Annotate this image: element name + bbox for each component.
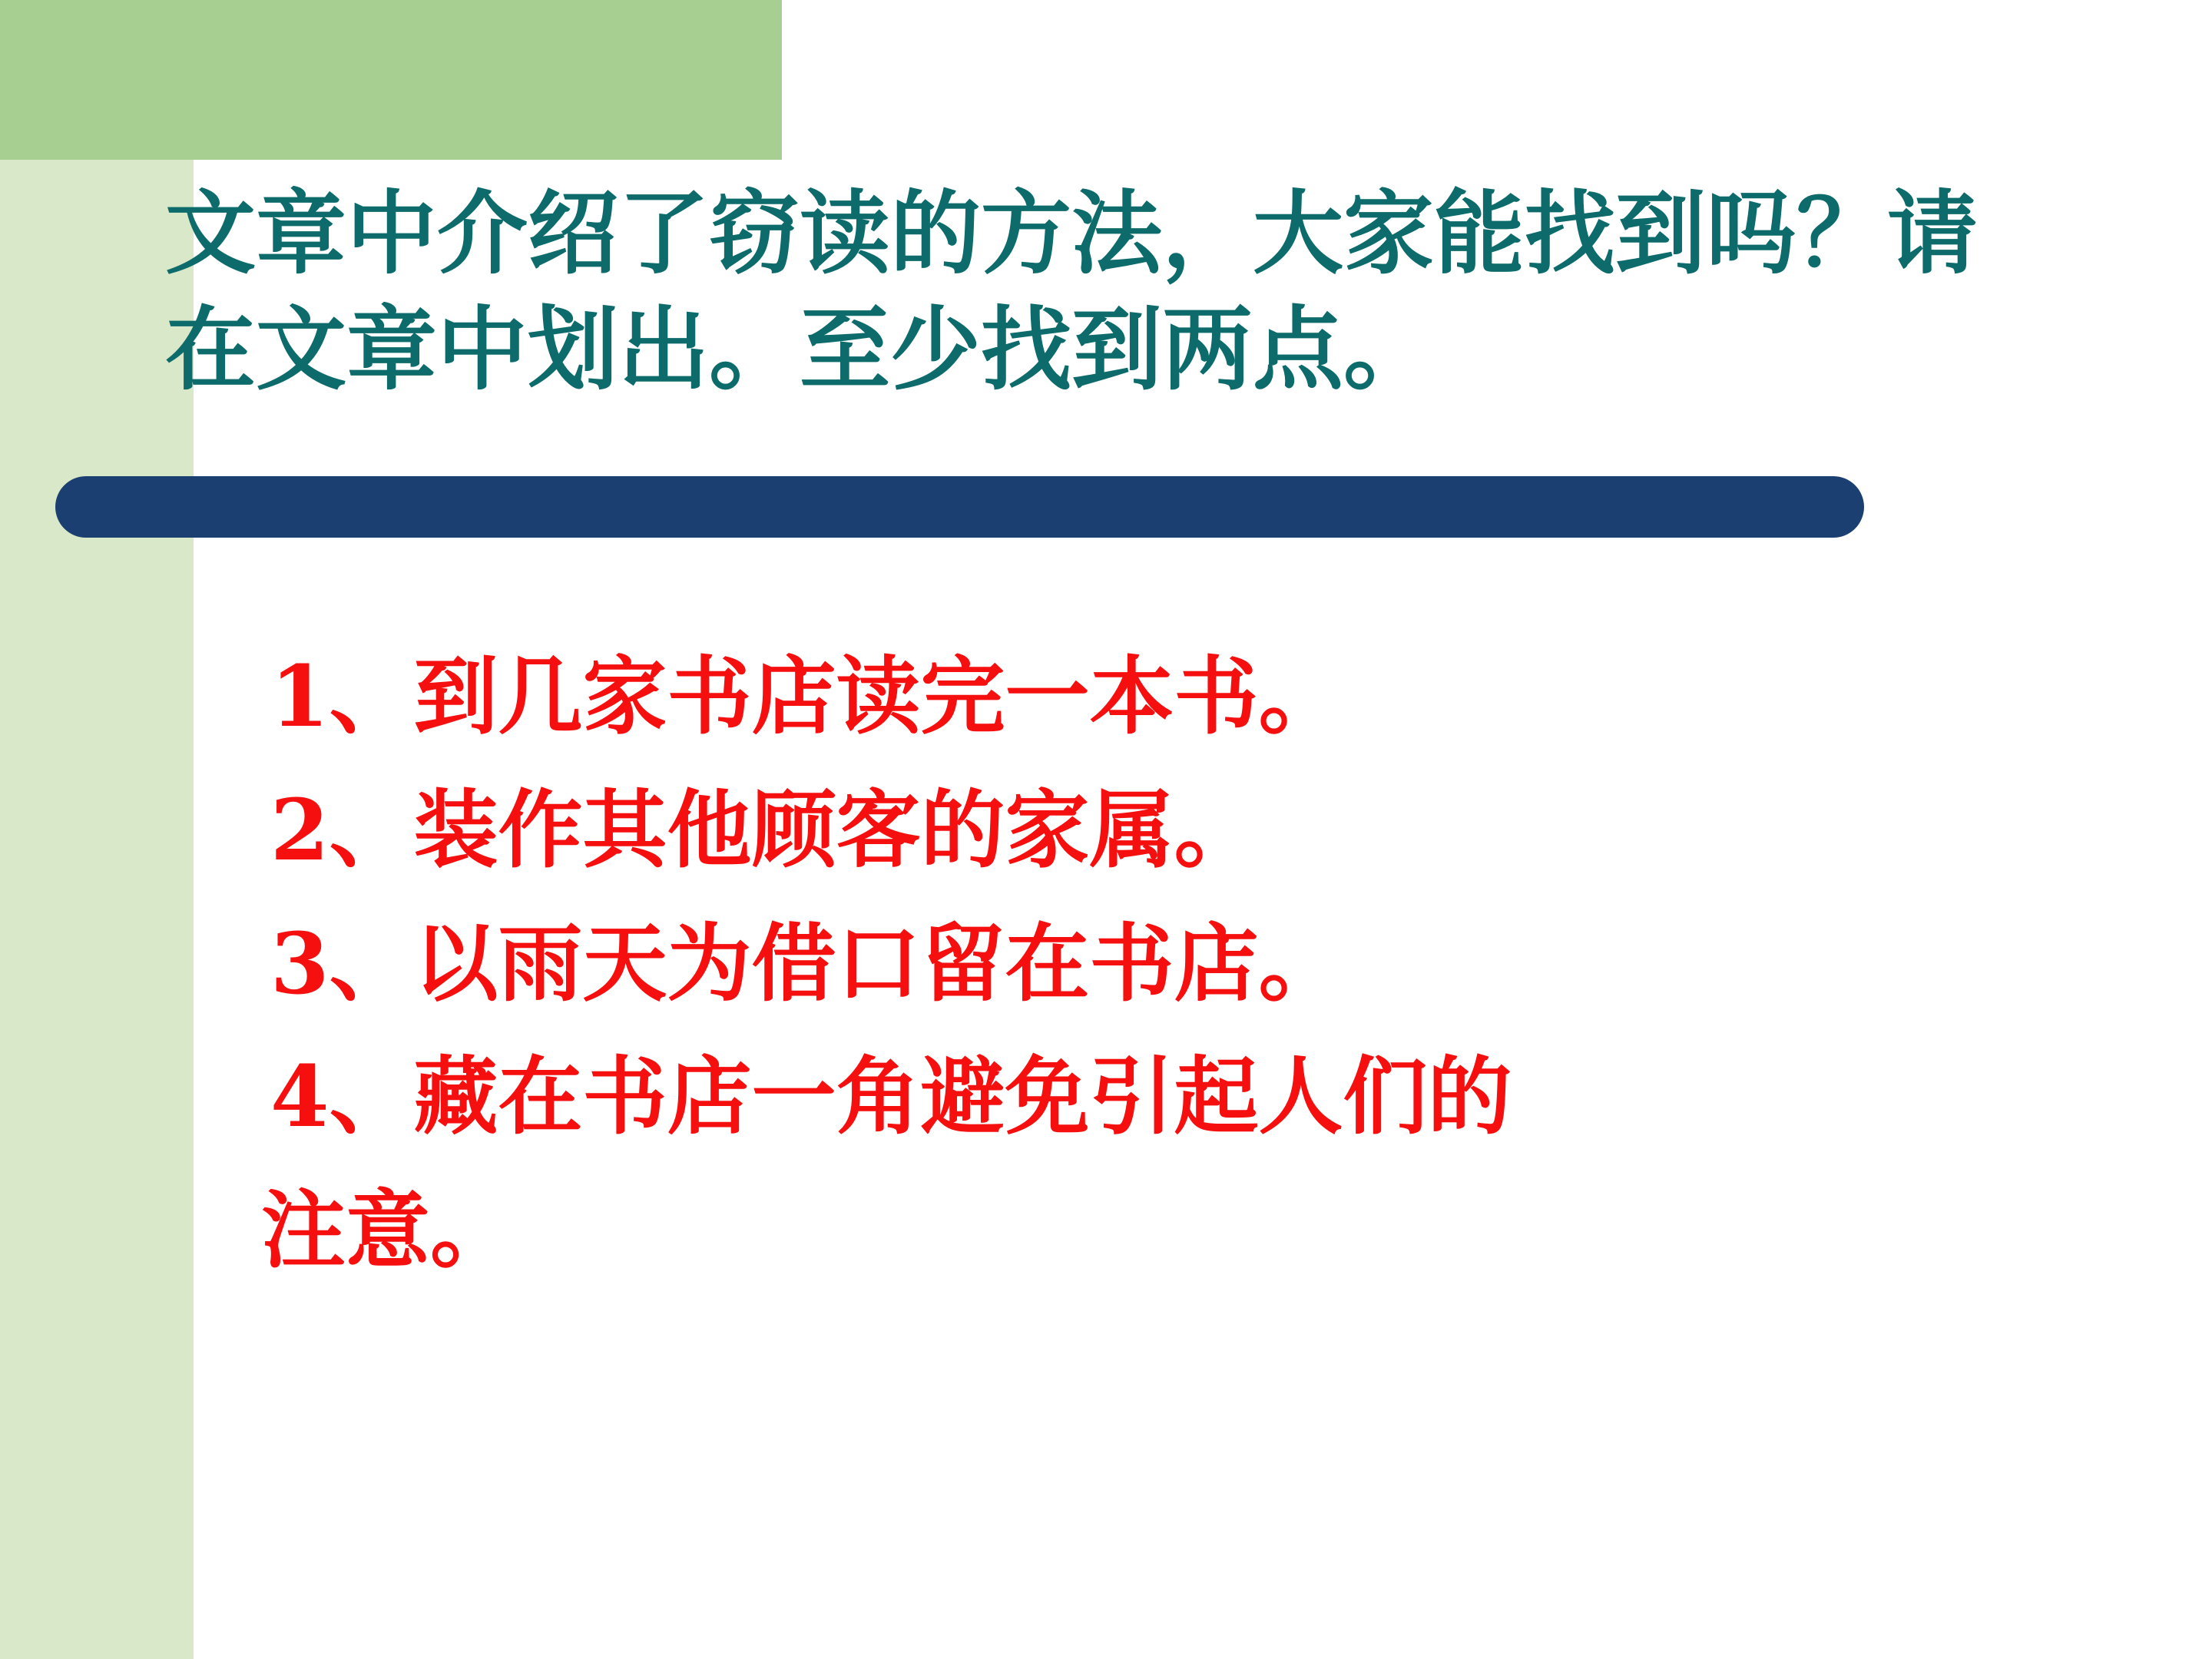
page-title: 文章中介绍了窃读的方法，大家能找到吗？请在文章中划出。至少找到两点。: [165, 180, 1979, 403]
list-item: 3、以雨天为借口留在书店。: [270, 913, 1343, 1013]
divider-bar: [55, 476, 1864, 538]
list-item: 1、到几家书店读完一本书。: [270, 647, 1343, 746]
top-green-band: [0, 0, 782, 160]
list-item: 2、装作其他顾客的家属。: [270, 780, 1259, 879]
answer-list: [261, 630, 2037, 1297]
list-item: 4、藏在书店一角避免引起人们的: [270, 1047, 1512, 1147]
list-item-continuation: 注意。: [261, 1181, 515, 1280]
